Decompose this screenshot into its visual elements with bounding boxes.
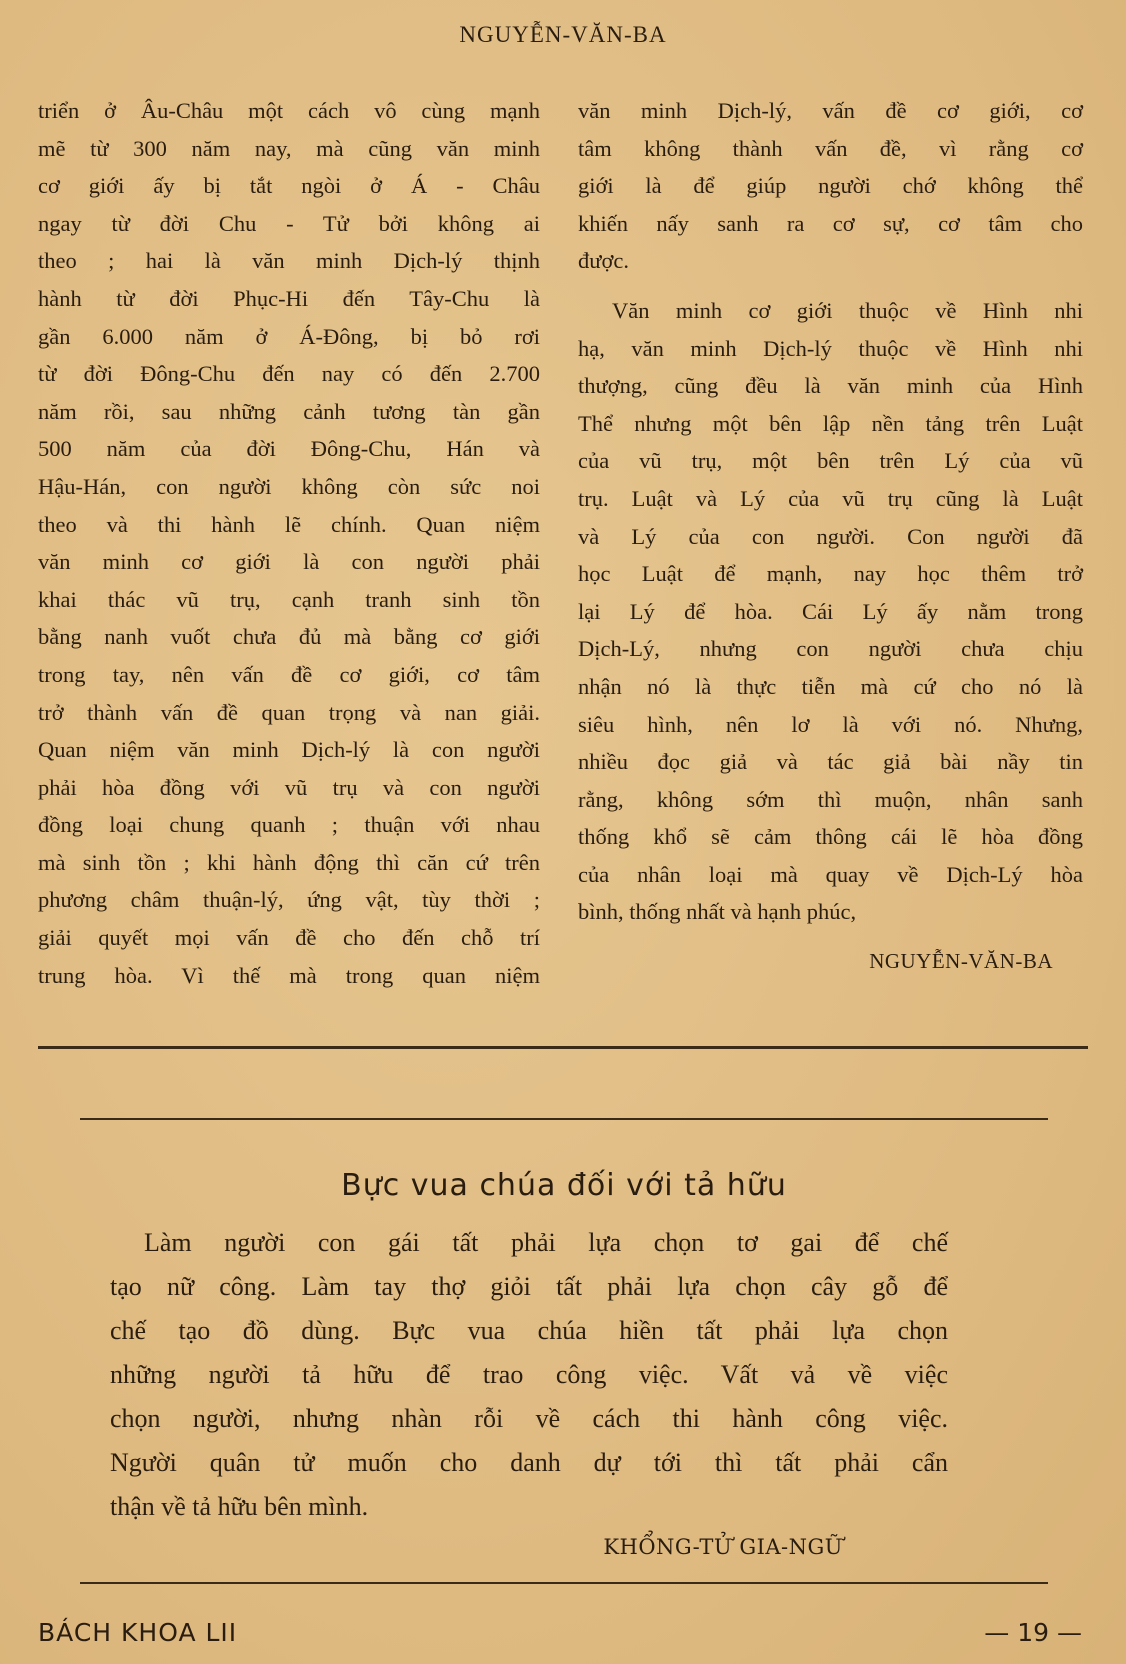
text-line: và Lý của con người. Con người đã bbox=[578, 523, 1083, 549]
text-line: hạ, văn minh Dịch-lý thuộc về Hình nhi bbox=[578, 335, 1083, 361]
text-line: thượng, cũng đều là văn minh của Hình bbox=[578, 373, 1083, 399]
text-line: Hậu-Hán, con người không còn sức noi bbox=[38, 473, 540, 499]
text-line: của vũ trụ, một bên trên Lý của vũ bbox=[578, 448, 1083, 474]
text-line: trong tay, nên vấn đề cơ giới, cơ tâm bbox=[38, 661, 540, 687]
author-signature: NGUYỄN-VĂN-BA bbox=[869, 949, 1053, 974]
text-line: theo ; hai là văn minh Dịch-lý thịnh bbox=[38, 248, 540, 274]
text-line: Dịch-Lý, nhưng con người chưa chịu bbox=[578, 636, 1083, 662]
right-paragraph-2 bbox=[578, 292, 1083, 931]
text-line: phương châm thuận-lý, ứng vật, tùy thời ; bbox=[38, 887, 540, 913]
text-line: Quan niệm văn minh Dịch-lý là con người bbox=[38, 737, 540, 763]
text-line: khai thác vũ trụ, cạnh tranh sinh tồn bbox=[38, 586, 540, 612]
text-line: triển ở Âu-Châu một cách vô cùng mạnh bbox=[38, 98, 540, 123]
text-line: bình, thống nhất và hạnh phúc, bbox=[578, 899, 857, 925]
text-line: Thể nhưng một bên lập nền tảng trên Luật bbox=[578, 410, 1083, 436]
page-number: — 19 — bbox=[984, 1618, 1082, 1647]
text-line: được. bbox=[578, 248, 629, 274]
text-line: giải quyết mọi vấn đề cho đến chỗ trí bbox=[38, 925, 540, 951]
text-line: nhiều đọc giả và tác giả bài nầy tin bbox=[578, 749, 1083, 775]
text-line: theo và thi hành lẽ chính. Quan niệm bbox=[38, 511, 540, 537]
box-text-line: Làm người con gái tất phải lựa chọn tơ gai để chế bbox=[144, 1228, 948, 1257]
right-column bbox=[578, 92, 1083, 981]
text-line: trở thành vấn đề quan trọng và nan giải. bbox=[38, 699, 540, 725]
text-line: 500 năm của đời Đông-Chu, Hán và bbox=[38, 436, 540, 462]
box-text-line: thận về tả hữu bên mình. bbox=[110, 1492, 369, 1521]
text-line: mẽ từ 300 năm nay, mà cũng văn minh bbox=[38, 135, 540, 161]
text-line: đồng loại chung quanh ; thuận với nhau bbox=[38, 812, 540, 838]
text-line: văn minh Dịch-lý, vấn đề cơ giới, cơ bbox=[578, 98, 1083, 123]
text-line: bằng nanh vuốt chưa đủ mà bằng cơ giới bbox=[38, 624, 540, 650]
box-title: Bực vua chúa đối với tả hữu bbox=[341, 1168, 787, 1203]
quote-box bbox=[80, 1118, 1048, 1584]
text-line: khiến nấy sanh ra cơ sự, cơ tâm cho bbox=[578, 210, 1083, 236]
running-head: NGUYỄN-VĂN-BA bbox=[459, 22, 667, 47]
text-line: giới là để giúp người chớ không thể bbox=[578, 173, 1083, 199]
text-line: phải hòa đồng với vũ trụ và con người bbox=[38, 774, 540, 800]
text-line: hành từ đời Phục-Hi đến Tây-Chu là bbox=[38, 285, 540, 311]
text-line: trụ. Luật và Lý của vũ trụ cũng là Luật bbox=[578, 485, 1083, 511]
text-line: siêu hình, nên lơ là với nó. Nhưng, bbox=[578, 711, 1083, 737]
text-line: tâm không thành vấn đề, vì rằng cơ bbox=[578, 135, 1083, 161]
box-text-line: tạo nữ công. Làm tay thợ giỏi tất phải lựa chọn cây gỗ để bbox=[110, 1272, 948, 1301]
text-line: lại Lý để hòa. Cái Lý ấy nằm trong bbox=[578, 598, 1083, 624]
text-line: cơ giới ấy bị tắt ngòi ở Á - Châu bbox=[38, 173, 540, 199]
text-line: văn minh cơ giới là con người phải bbox=[38, 549, 540, 575]
text-line: mà sinh tồn ; khi hành động thì căn cứ trên bbox=[38, 849, 540, 875]
text-line: trung hòa. Vì thế mà trong quan niệm bbox=[38, 962, 540, 988]
right-paragraph-1 bbox=[578, 92, 1083, 280]
text-line: gần 6.000 năm ở Á-Đông, bị bỏ rơi bbox=[38, 323, 540, 349]
box-text-line: những người tả hữu để trao công việc. Vất vả về việc bbox=[110, 1360, 948, 1389]
magazine-name: BÁCH KHOA LII bbox=[38, 1618, 238, 1647]
box-text-line: Người quân tử muốn cho danh dự tới thì tất phải cẩn bbox=[110, 1448, 948, 1477]
text-line: năm rồi, sau những cảnh tương tàn gần bbox=[38, 398, 540, 424]
text-line: của nhân loại mà quay về Dịch-Lý hòa bbox=[578, 861, 1083, 887]
section-divider bbox=[38, 1046, 1088, 1049]
box-text-line: chế tạo đồ dùng. Bực vua chúa hiền tất phải lựa chọn bbox=[110, 1316, 948, 1345]
text-line: thống khổ sẽ cảm thông cái lẽ hòa đồng bbox=[578, 824, 1083, 850]
left-column bbox=[38, 92, 540, 994]
box-body bbox=[110, 1221, 948, 1529]
box-source: KHỔNG-TỬ GIA-NGỮ bbox=[603, 1535, 843, 1559]
text-line: nhận nó là thực tiễn mà cứ cho nó là bbox=[578, 673, 1083, 699]
text-line: từ đời Đông-Chu đến nay có đến 2.700 bbox=[38, 361, 540, 387]
text-line: học Luật để mạnh, nay học thêm trở bbox=[578, 561, 1083, 587]
text-line: ngay từ đời Chu - Tử bởi không ai bbox=[38, 210, 540, 236]
box-text-line: chọn người, nhưng nhàn rỗi về cách thi hành công việc. bbox=[110, 1404, 948, 1433]
text-line: Văn minh cơ giới thuộc về Hình nhi bbox=[612, 297, 1083, 323]
text-line: rằng, không sớm thì muộn, nhân sanh bbox=[578, 786, 1083, 812]
